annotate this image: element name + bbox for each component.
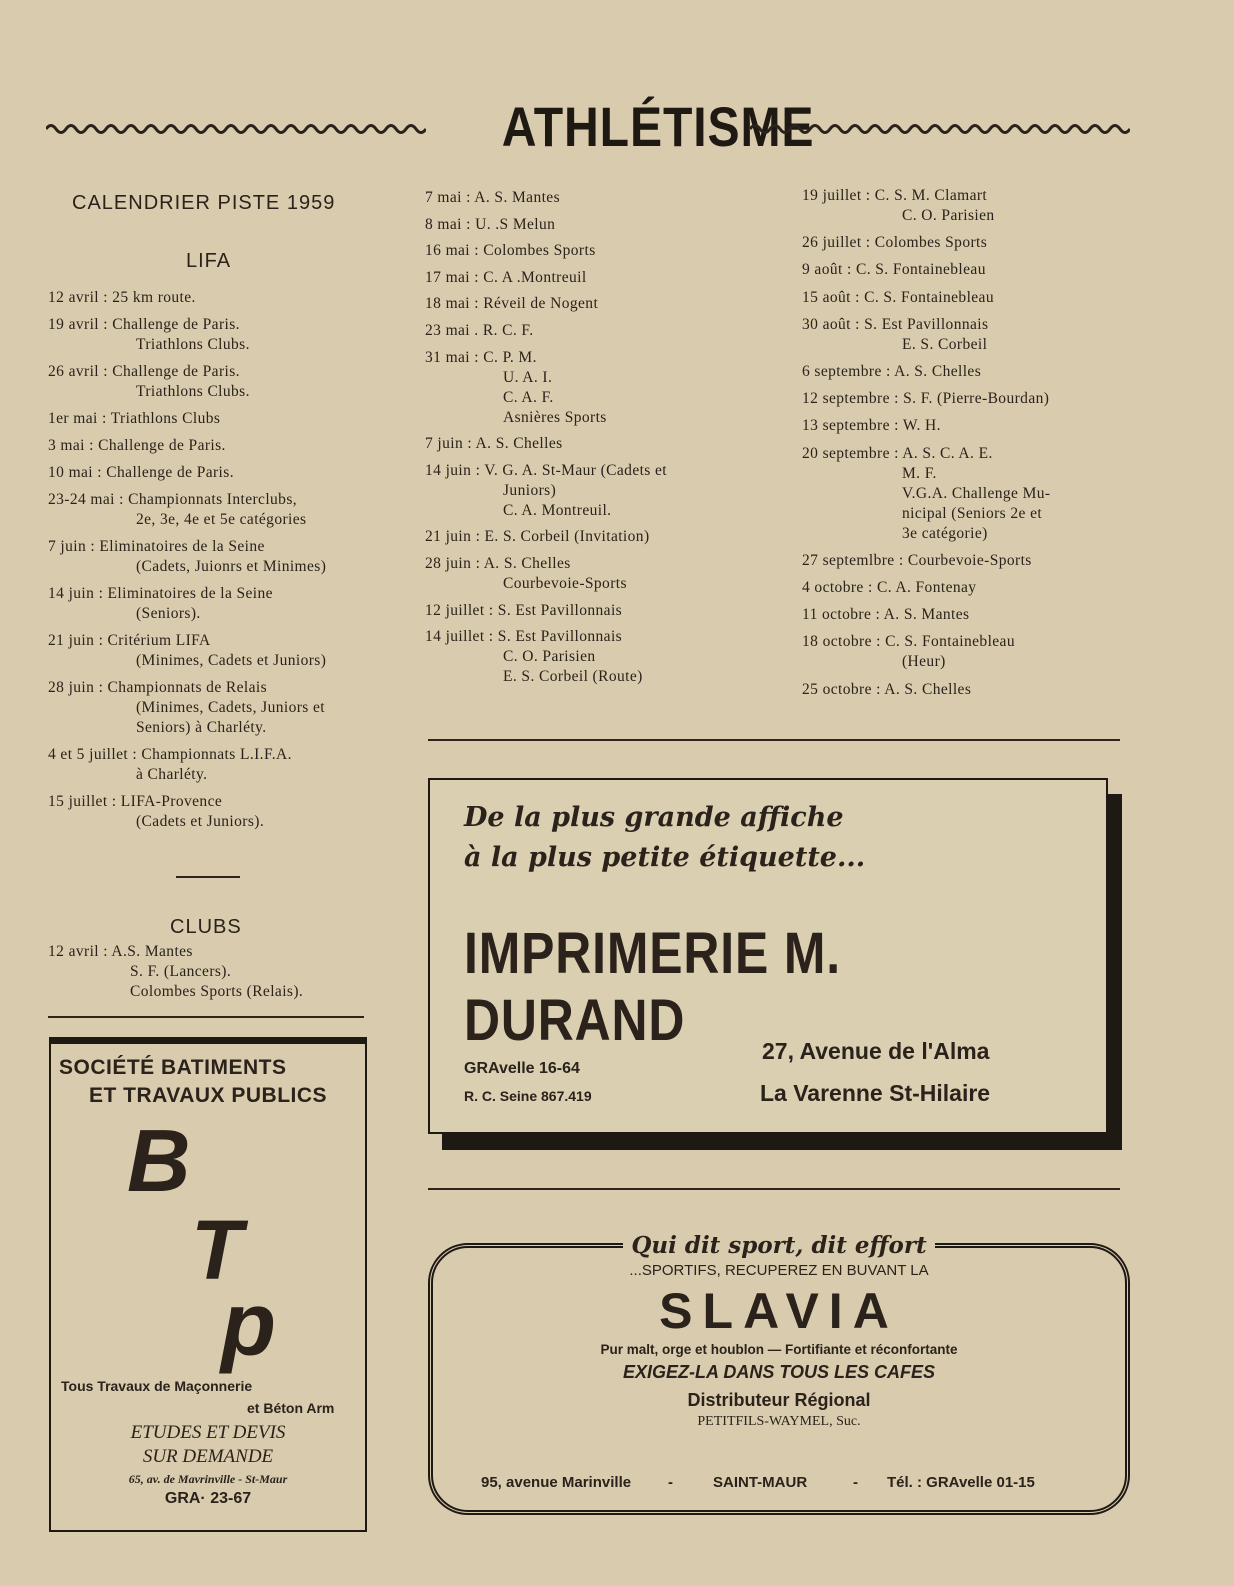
entry-date: 7 juin : bbox=[425, 435, 473, 453]
entry-text: A.S. Mantes bbox=[107, 943, 193, 960]
entry-text: Challenge de Paris. bbox=[107, 316, 240, 333]
entry-date: 16 mai : bbox=[425, 242, 479, 260]
btp-phone: GRA· 23-67 bbox=[164, 1490, 252, 1507]
ad-imprimerie-durand bbox=[428, 778, 1108, 1134]
entry-text: A. S. Chelles bbox=[472, 435, 563, 453]
entry-text: A. S. Chelles bbox=[880, 680, 972, 698]
entry-date: 19 juillet : bbox=[802, 187, 871, 204]
entry-text: Juniors) bbox=[503, 481, 557, 499]
entry-date: 3 mai : bbox=[48, 437, 94, 454]
entry-text: V.G.A. Challenge Mu- bbox=[902, 484, 1051, 502]
entry-text: Triathlons Clubs. bbox=[136, 383, 250, 400]
divider bbox=[48, 1016, 364, 1018]
entry-text: C. A. F. bbox=[503, 388, 554, 406]
entry-text: Eliminatoires de la Seine bbox=[95, 538, 265, 555]
entry-date: 15 août : bbox=[802, 288, 860, 306]
entry-text: Courbevoie-Sports bbox=[503, 575, 627, 592]
entry-date: 11 octobre : bbox=[802, 606, 881, 624]
entry-text: (Minimes, Cadets et Juniors) bbox=[136, 652, 327, 669]
entry-text: E. S. Corbeil bbox=[902, 335, 988, 353]
entry-text: Eliminatoires de la Seine bbox=[103, 585, 273, 602]
entry-text: C. S. Fontainebleau bbox=[880, 633, 1015, 651]
entry-text: A. S. C. A. E. bbox=[898, 444, 993, 462]
entry-text: Réveil de Nogent bbox=[479, 295, 599, 313]
entry-text: C. S. Fontainebleau bbox=[851, 261, 986, 279]
entry-text: Championnats Interclubs, bbox=[123, 491, 298, 508]
btp-work-2: et Béton Arm bbox=[247, 1400, 335, 1416]
entry-date: 12 juillet : bbox=[425, 601, 494, 619]
slavia-subline: ...SPORTIFS, RECUPEREZ EN BUVANT LA bbox=[629, 1262, 929, 1279]
title-row bbox=[44, 92, 1134, 162]
entry-date: 12 septembre : bbox=[802, 390, 899, 408]
durand-name: IMPRIMERIE M. DURAND bbox=[464, 921, 841, 1053]
entry-text: nicipal (Seniors 2e et bbox=[902, 504, 1043, 522]
entry-text: Courbevoie-Sports bbox=[903, 551, 1032, 569]
entry-text: Challenge de Paris. bbox=[93, 437, 226, 454]
divider bbox=[428, 739, 1120, 741]
durand-address-1: 27, Avenue de l'Alma bbox=[762, 1038, 990, 1064]
entry-text: E. S. Corbeil (Route) bbox=[503, 668, 643, 686]
entry-text: 25 km route. bbox=[107, 289, 196, 306]
wave-ornament-right bbox=[750, 122, 1130, 136]
entry-date: 4 octobre : bbox=[802, 579, 873, 596]
calendar-heading: CALENDRIER PISTE 1959 bbox=[72, 192, 336, 214]
entry-date: 28 juin : bbox=[425, 555, 481, 572]
entry-date: 8 mai : bbox=[425, 215, 471, 233]
divider bbox=[428, 1188, 1120, 1190]
entry-text: U. A. I. bbox=[503, 368, 553, 386]
entry-text: C. S. Fontainebleau bbox=[859, 288, 994, 306]
slavia-desc: Pur malt, orge et houblon — Fortifiante et réconfortante bbox=[600, 1342, 958, 1357]
entry-text: E. S. Corbeil (Invitation) bbox=[480, 528, 650, 546]
entry-text: Colombes Sports (Relais). bbox=[130, 983, 304, 1000]
slavia-dash: - bbox=[668, 1474, 673, 1491]
entry-date: 21 juin : bbox=[425, 528, 481, 546]
entry-text: C. P. M. bbox=[479, 348, 537, 366]
entry-date: 17 mai : bbox=[425, 268, 479, 286]
entry-text: 3e catégorie) bbox=[902, 524, 988, 542]
entry-text: S. F. (Pierre-Bourdan) bbox=[898, 390, 1050, 408]
entry-text: Triathlons Clubs. bbox=[136, 336, 250, 353]
slavia-demand: EXIGEZ-LA DANS TOUS LES CAFES bbox=[622, 1362, 936, 1382]
entry-text: A. S. Chelles bbox=[480, 555, 571, 572]
entry-text: A. S. Chelles bbox=[890, 363, 982, 380]
entry-text: C. A .Montreuil bbox=[479, 268, 587, 286]
btp-line-1: SOCIÉTÉ BATIMENTS bbox=[59, 1056, 287, 1079]
entry-text: A. S. Mantes bbox=[470, 189, 561, 206]
entry-text: C. O. Parisien bbox=[503, 648, 596, 666]
entry-date: 27 septemlbre : bbox=[802, 551, 904, 569]
entry-date: 23-24 mai : bbox=[48, 491, 124, 508]
entry-text: Critérium LIFA bbox=[103, 632, 211, 649]
entry-text: (Cadets, Juionrs et Minimes) bbox=[136, 558, 327, 575]
entry-text: Championnats L.I.F.A. bbox=[137, 746, 292, 763]
entry-text: R. C. F. bbox=[478, 322, 534, 339]
entry-text: Challenge de Paris. bbox=[107, 363, 240, 380]
entry-text: Seniors) à Charléty. bbox=[136, 719, 267, 736]
slavia-slogan: Qui dit sport, dit effort bbox=[623, 1232, 934, 1259]
durand-tagline-1: De la plus grande affiche bbox=[464, 802, 844, 833]
durand-address-2: La Varenne St-Hilaire bbox=[760, 1080, 991, 1106]
entry-text: (Minimes, Cadets, Juniors et bbox=[136, 699, 326, 716]
entry-date: 4 et 5 juillet : bbox=[48, 746, 138, 763]
entry-text: (Cadets et Juniors). bbox=[136, 813, 265, 830]
entry-date: 7 juin : bbox=[48, 538, 96, 555]
entry-date: 12 avril : bbox=[48, 943, 108, 960]
entry-date: 23 mai . bbox=[425, 322, 479, 339]
entry-date: 28 juin : bbox=[48, 679, 104, 696]
entry-date: 21 juin : bbox=[48, 632, 104, 649]
entry-date: 14 juillet : bbox=[425, 628, 494, 646]
entry-date: 10 mai : bbox=[48, 464, 102, 481]
slavia-company: PETITFILS-WAYMEL, Suc. bbox=[697, 1414, 861, 1429]
entry-text: S. F. (Lancers). bbox=[130, 963, 232, 980]
entry-text: (Heur) bbox=[902, 653, 946, 671]
durand-phone: GRAvelle 16-64 bbox=[464, 1060, 580, 1077]
entry-text: V. G. A. St-Maur (Cadets et bbox=[480, 461, 667, 479]
entry-date: 19 avril : bbox=[48, 316, 108, 333]
entry-date: 31 mai : bbox=[425, 348, 479, 366]
entry-text: (Seniors). bbox=[136, 605, 201, 622]
entry-text: A. S. Mantes bbox=[880, 606, 970, 624]
entry-date: 14 juin : bbox=[48, 585, 104, 602]
slavia-dash: - bbox=[853, 1474, 858, 1491]
entry-date: 20 septembre : bbox=[802, 444, 899, 462]
entry-text: Championnats de Relais bbox=[103, 679, 268, 696]
entry-date: 13 septembre : bbox=[802, 417, 899, 435]
slavia-phone: Tél. : GRAvelle 01-15 bbox=[887, 1474, 1035, 1491]
entry-date: 18 mai : bbox=[425, 295, 479, 313]
entry-text: Asnières Sports bbox=[503, 408, 607, 426]
wave-ornament-left bbox=[46, 122, 426, 136]
entry-text: S. Est Pavillonnais bbox=[493, 628, 623, 646]
ad-slavia bbox=[428, 1232, 1130, 1515]
clubs-heading: CLUBS bbox=[170, 916, 242, 938]
lifa-heading: LIFA bbox=[186, 250, 232, 272]
divider bbox=[176, 876, 240, 878]
slavia-slogan-wrap bbox=[433, 1232, 1125, 1259]
entry-date: 9 août : bbox=[802, 261, 852, 279]
ad-btp bbox=[49, 1037, 367, 1532]
btp-letter-b: B bbox=[127, 1111, 191, 1210]
btp-studies-2: SUR DEMANDE bbox=[142, 1446, 274, 1467]
entry-text: C. A. Fontenay bbox=[872, 579, 977, 596]
entry-text: C. A. Montreuil. bbox=[503, 501, 612, 519]
slavia-distributor: Distributeur Régional bbox=[687, 1390, 871, 1410]
entry-text: Colombes Sports bbox=[870, 234, 988, 252]
entry-text: M. F. bbox=[902, 464, 937, 482]
entry-text: 2e, 3e, 4e et 5e catégories bbox=[136, 511, 307, 528]
btp-line-2: ET TRAVAUX PUBLICS bbox=[89, 1084, 328, 1107]
entry-text: W. H. bbox=[898, 417, 941, 435]
entry-text: C. O. Parisien bbox=[902, 207, 995, 224]
entry-date: 1er mai : bbox=[48, 410, 107, 427]
entry-text: LIFA-Provence bbox=[116, 793, 223, 810]
btp-letter-t: T bbox=[191, 1203, 243, 1297]
entry-date: 26 avril : bbox=[48, 363, 108, 380]
entry-date: 30 août : bbox=[802, 315, 860, 333]
durand-tagline-2: à la plus petite étiquette... bbox=[464, 842, 866, 873]
entry-date: 6 septembre : bbox=[802, 363, 891, 380]
entry-text: Triathlons Clubs bbox=[106, 410, 221, 427]
slavia-city: SAINT-MAUR bbox=[713, 1474, 808, 1491]
entry-date: 14 juin : bbox=[425, 461, 481, 479]
page-title: ATHLÉTISME bbox=[501, 95, 815, 158]
slavia-brand: SLAVIA bbox=[659, 1283, 899, 1339]
entry-text: C. S. M. Clamart bbox=[870, 187, 988, 204]
btp-studies-1: ETUDES ET DEVIS bbox=[130, 1422, 286, 1443]
entry-date: 26 juillet : bbox=[802, 234, 871, 252]
btp-letter-p: p bbox=[221, 1275, 276, 1375]
btp-address: 65, av. de Mavrinville - St-Maur bbox=[128, 1472, 288, 1486]
entry-date: 7 mai : bbox=[425, 189, 471, 206]
entry-text: S. Est Pavillonnais bbox=[493, 601, 623, 619]
entry-date: 25 octobre : bbox=[802, 680, 881, 698]
entry-text: U. .S Melun bbox=[470, 215, 556, 233]
entry-text: Challenge de Paris. bbox=[102, 464, 234, 481]
entry-text: S. Est Pavillonnais bbox=[859, 315, 989, 333]
entry-text: Colombes Sports bbox=[479, 242, 596, 260]
entry-date: 18 octobre : bbox=[802, 633, 881, 651]
entry-text: à Charléty. bbox=[136, 766, 208, 783]
entry-date: 12 avril : bbox=[48, 289, 108, 306]
entry-date: 15 juillet : bbox=[48, 793, 117, 810]
durand-rc: R. C. Seine 867.419 bbox=[464, 1088, 592, 1104]
btp-work-1: Tous Travaux de Maçonnerie bbox=[61, 1378, 253, 1394]
slavia-address: 95, avenue Marinville bbox=[481, 1474, 632, 1491]
